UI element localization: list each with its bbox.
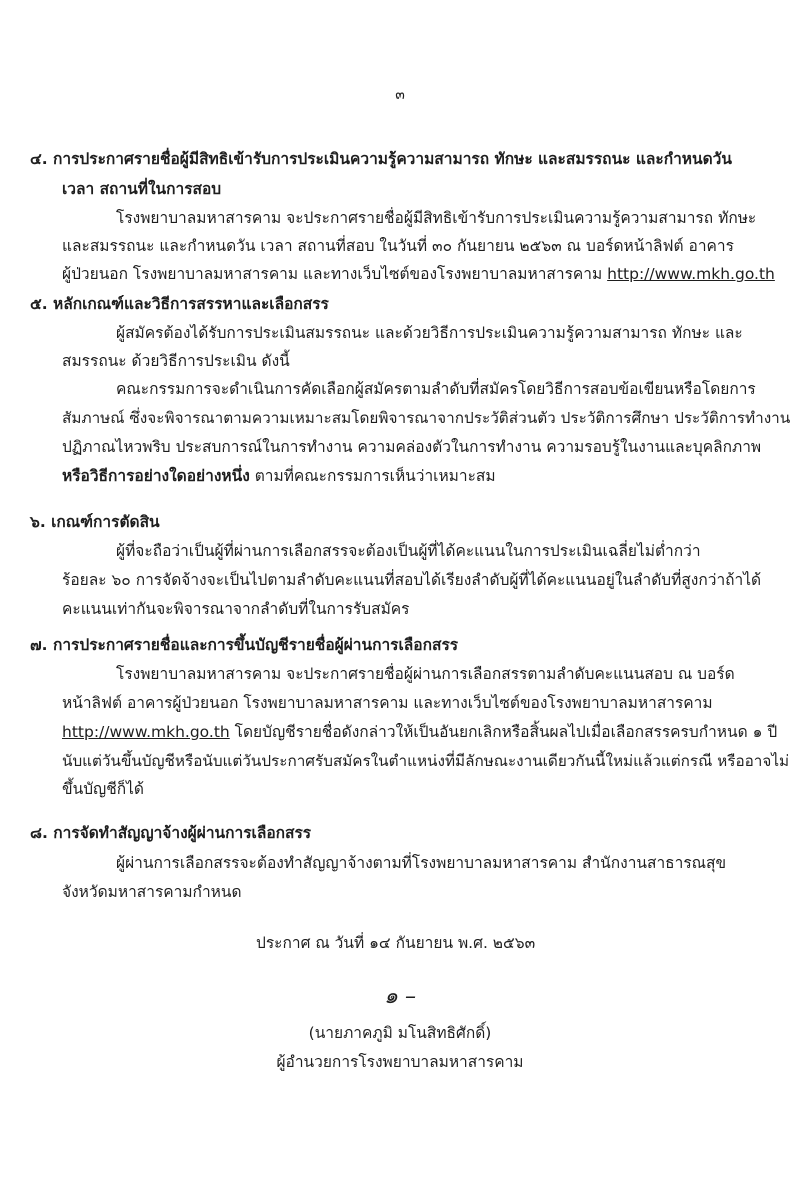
section-7-heading: ๗. การประกาศรายชื่อและการขึ้นบัญชีรายชื่อผู้ผ่านการเลือกสรร	[30, 636, 459, 654]
section-7-paragraph-line: โรงพยาบาลมหาสารคาม จะประกาศรายชื่อผู้ผ่านการเลือกสรรตามลำดับคะแนนสอบ ณ บอร์ด	[116, 665, 735, 683]
section-4-heading: ๔. การประกาศรายชื่อผู้มีสิทธิเข้ารับการประเมินความรู้ความสามารถ ทักษะ และสมรรถนะ และกำหนดวัน	[30, 150, 732, 168]
section-4-paragraph-line	[62, 263, 775, 285]
section-8-paragraph-line: จังหวัดมหาสารคามกำหนด	[62, 883, 242, 901]
section-5-heading: ๕. หลักเกณฑ์และวิธีการสรรหาและเลือกสรร	[30, 295, 329, 313]
section-6-paragraph-line: ผู้ที่จะถือว่าเป็นผู้ที่ผ่านการเลือกสรรจะต้องเป็นผู้ที่ได้คะแนนในการประเมินเฉลี่ยไม่ต่ำกว่า	[116, 542, 701, 560]
website-link[interactable]: http://www.mkh.go.th	[607, 265, 775, 283]
website-link[interactable]: http://www.mkh.go.th	[62, 723, 230, 741]
section-5-paragraph-line	[62, 465, 496, 487]
section-5-paragraph-line: ผู้สมัครต้องได้รับการประเมินสมรรถนะ และด้วยวิธีการประเมินความรู้ความสามารถ ทักษะ และ	[116, 324, 743, 342]
section-6-paragraph-line: คะแนนเท่ากันจะพิจารณาจากลำดับที่ในการรับสมัคร	[62, 600, 410, 618]
section-7-paragraph-line	[62, 721, 777, 743]
page-number: ๓	[395, 87, 405, 103]
section-5-paragraph-line: สมรรถนะ ด้วยวิธีการประเมิน ดังนี้	[62, 352, 290, 370]
section-7-paragraph-line: ขึ้นบัญชีก็ได้	[62, 780, 145, 798]
signature-mark: ๑ –	[384, 984, 416, 1009]
section-5-text: ตามที่คณะกรรมการเห็นว่าเหมาะสม	[249, 467, 496, 485]
section-5-bold-text: หรือวิธีการอย่างใดอย่างหนึ่ง	[62, 467, 250, 485]
section-5-paragraph-line: สัมภาษณ์ ซึ่งจะพิจารณาตามความเหมาะสมโดยพิจารณาจากประวัติส่วนตัว ประวัติการศึกษา ประวัติการทำงาน	[62, 409, 791, 427]
section-4-heading-cont: เวลา สถานที่ในการสอบ	[62, 180, 222, 198]
signatory-title: ผู้อำนวยการโรงพยาบาลมหาสารคาม	[276, 1053, 524, 1071]
section-4-paragraph-line: และสมรรถนะ และกำหนดวัน เวลา สถานที่สอบ ในวันที่ ๓๐ กันยายน ๒๕๖๓ ณ บอร์ดหน้าลิฟต์ อาคาร	[62, 237, 734, 255]
section-6-heading: ๖. เกณฑ์การตัดสิน	[30, 513, 160, 531]
section-5-paragraph-line: คณะกรรมการจะดำเนินการคัดเลือกผู้สมัครตามลำดับที่สมัครโดยวิธีการสอบข้อเขียนหรือโดยการ	[116, 380, 756, 398]
section-6-paragraph-line: ร้อยละ ๖๐ การจัดจ้างจะเป็นไปตามลำดับคะแนนที่สอบได้เรียงลำดับผู้ที่ได้คะแนนอยู่ในลำดับที่สูงกว่าถ้าได้	[62, 571, 762, 589]
section-4-text: ผู้ป่วยนอก โรงพยาบาลมหาสารคาม และทางเว็บไซต์ของโรงพยาบาลมหาสารคาม	[62, 265, 608, 283]
signatory-name: (นายภาคภูมิ มโนสิทธิศักดิ์)	[308, 1024, 492, 1042]
section-5-paragraph-line: ปฏิภาณไหวพริบ ประสบการณ์ในการทำงาน ความคล่องตัวในการทำงาน ความรอบรู้ในงานและบุคลิกภาพ	[62, 438, 762, 456]
section-4-paragraph-line: โรงพยาบาลมหาสารคาม จะประกาศรายชื่อผู้มีสิทธิเข้ารับการประเมินความรู้ความสามารถ ทักษะ	[116, 209, 757, 227]
section-7-paragraph-line: นับแต่วันขึ้นบัญชีหรือนับแต่วันประกาศรับสมัครในตำแหน่งที่มีลักษณะงานเดียวกันนี้ใหม่แล้วแต่กรณี หรืออาจไม่	[62, 752, 790, 770]
announcement-date: ประกาศ ณ วันที่ ๑๔ กันยายน พ.ศ. ๒๕๖๓	[256, 934, 536, 952]
section-7-text: โดยบัญชีรายชื่อดังกล่าวให้เป็นอันยกเลิกหรือสิ้นผลไปเมื่อเลือกสรรครบกำหนด ๑ ปี	[229, 723, 778, 741]
section-8-heading: ๘. การจัดทำสัญญาจ้างผู้ผ่านการเลือกสรร	[30, 824, 312, 842]
section-7-paragraph-line: หน้าลิฟต์ อาคารผู้ป่วยนอก โรงพยาบาลมหาสารคาม และทางเว็บไซต์ของโรงพยาบาลมหาสารคาม	[62, 694, 713, 712]
section-8-paragraph-line: ผู้ผ่านการเลือกสรรจะต้องทำสัญญาจ้างตามที่โรงพยาบาลมหาสารคาม สำนักงานสาธารณสุข	[116, 854, 727, 872]
